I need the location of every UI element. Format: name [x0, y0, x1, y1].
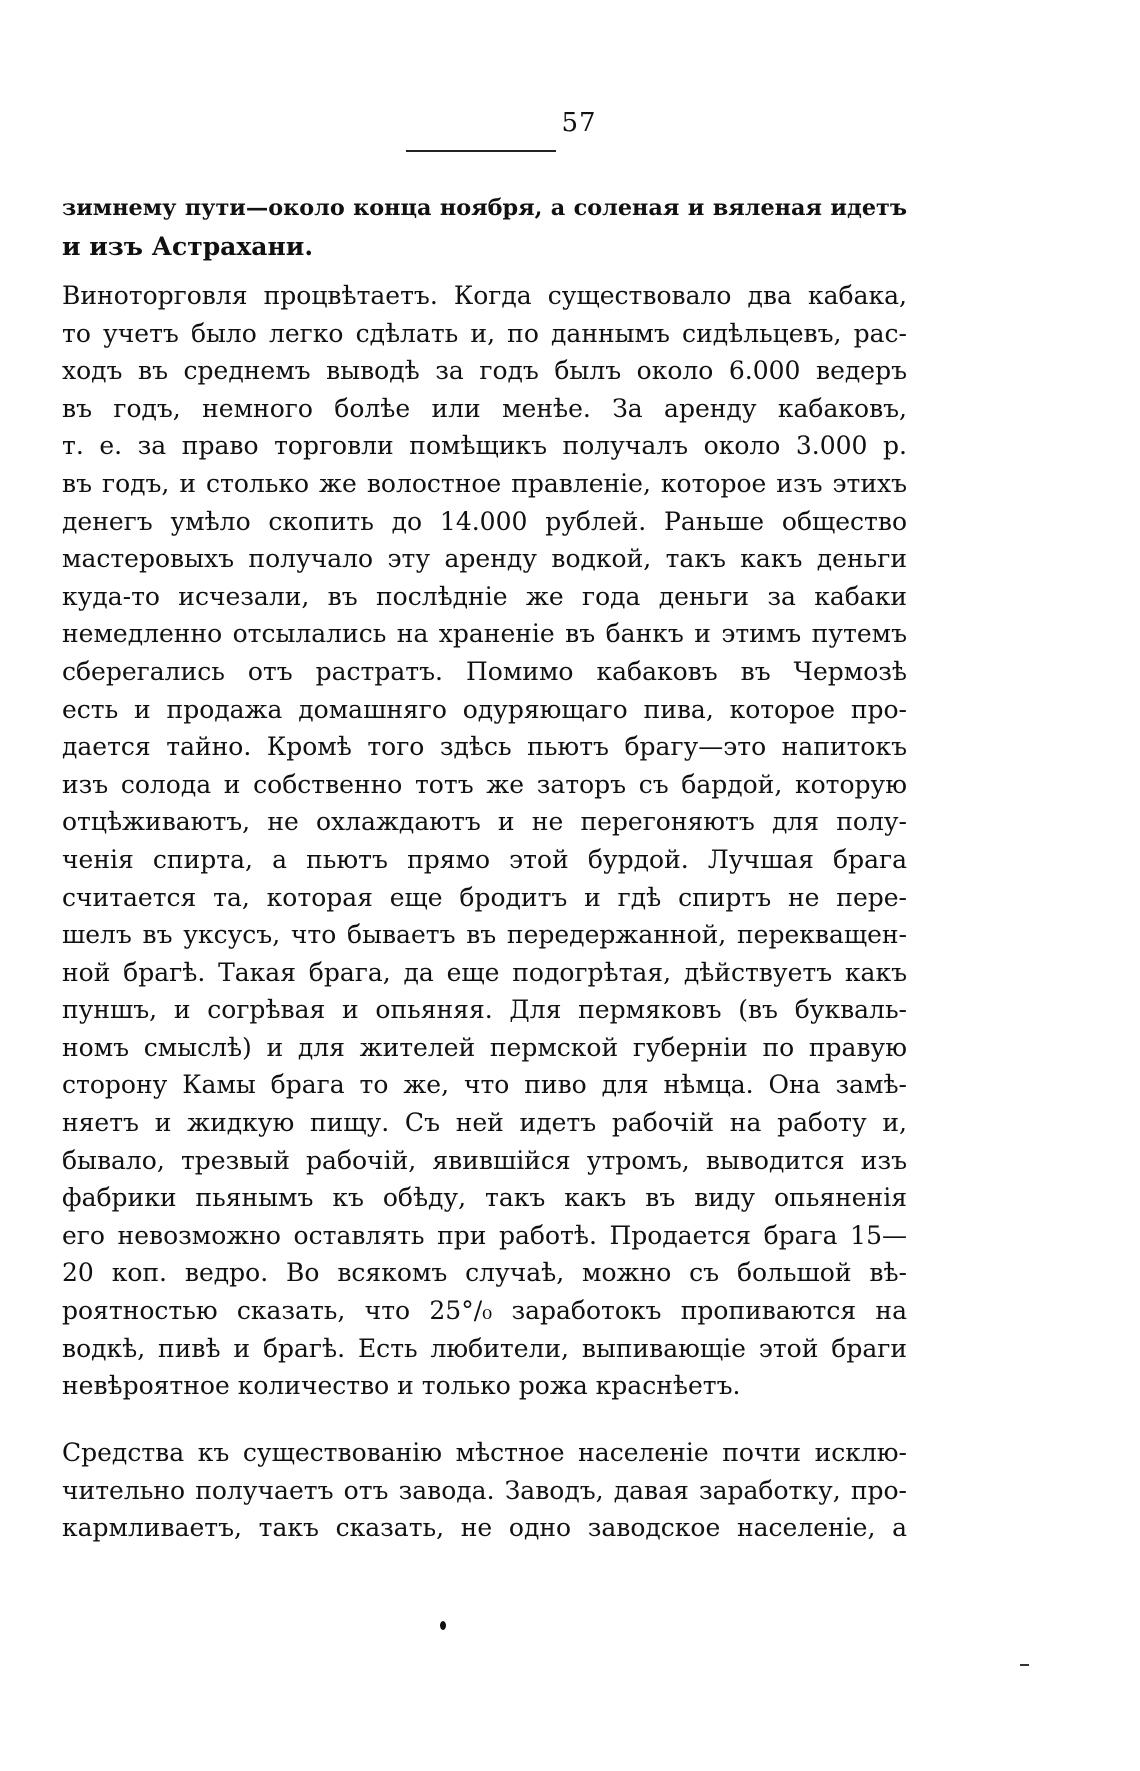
text-line: денегъ умѣло скопить до 14.000 рублей. Раньше общество — [62, 506, 907, 536]
text-line: немедленно отсылались на храненіе въ банкъ и этимъ путемъ — [62, 619, 907, 649]
text-line: 20 коп. ведро. Во всякомъ случаѣ, можно съ большой вѣ- — [62, 1258, 907, 1288]
text-line: отцѣживаютъ, не охлаждаютъ и не перегоняютъ для полу- — [62, 807, 907, 837]
text-line: номъ смыслѣ) и для жителей пермской губерніи по правую — [62, 1032, 907, 1062]
text-line: въ годъ, немного болѣе или менѣе. За аренду кабаковъ, — [62, 393, 907, 423]
text-line: есть и продажа домашняго одуряющаго пива, которое про- — [62, 694, 907, 724]
text-line: водкѣ, пивѣ и брагѣ. Есть любители, выпивающіе этой браги — [62, 1333, 907, 1363]
text-line: фабрики пьянымъ къ обѣду, такъ какъ въ виду опьяненія — [62, 1183, 907, 1213]
text-line: пуншъ, и согрѣвая и опьяняя. Для пермяковъ (въ букваль- — [62, 995, 907, 1025]
text-line: и изъ Астрахани. — [62, 231, 314, 261]
text-line: Средства къ существованію мѣстное населеніе почти исклю- — [62, 1438, 907, 1467]
text-line: Виноторговля процвѣтаетъ. Когда существовало два кабака, — [62, 281, 907, 310]
text-line: мастеровыхъ получало эту аренду водкой, такъ какъ деньги — [62, 544, 907, 574]
text-line: то учетъ было легко сдѣлать и, по даннымъ сидѣльцевъ, рас- — [62, 318, 907, 348]
margin-mark — [1020, 1664, 1029, 1666]
text-line: кармливаетъ, такъ сказать, не одно заводское населеніе, а — [62, 1513, 907, 1543]
text-line: чительно получаетъ отъ завода. Заводъ, давая заработку, про- — [62, 1475, 907, 1505]
text-line: изъ солода и собственно тотъ же заторъ съ бардой, которую — [62, 769, 907, 799]
body-paragraph-2 — [62, 1434, 907, 1547]
text-line: сторону Камы брага то же, что пиво для нѣмца. Она замѣ- — [62, 1070, 907, 1100]
text-line: невѣроятное количество и только рожа краснѣетъ. — [62, 1371, 741, 1401]
text-line: зимнему пути—около конца ноября, а соленая и вяленая идетъ — [62, 195, 907, 221]
text-line: куда-то исчезали, въ послѣдніе же года деньги за кабаки — [62, 581, 907, 611]
text-line: дается тайно. Кромѣ того здѣсь пьютъ брагу—это напитокъ — [62, 732, 907, 762]
text-line: ченія спирта, а пьютъ прямо этой бурдой. Лучшая брага — [62, 844, 907, 874]
text-line: ходъ въ среднемъ выводѣ за годъ былъ около 6.000 ведеръ — [62, 356, 907, 386]
ink-dot — [440, 1621, 446, 1630]
text-line: въ годъ, и столько же волостное правленіе, которое изъ этихъ — [62, 468, 907, 498]
header-rule — [406, 150, 556, 152]
text-line: считается та, которая еще бродитъ и гдѣ спиртъ не пере- — [62, 882, 907, 912]
body-paragraph-1 — [62, 277, 907, 1405]
text-line: роятностью сказать, что 25°/₀ заработокъ пропиваются на — [62, 1296, 907, 1326]
text-line: сберегались отъ растратъ. Помимо кабаковъ въ Чермозѣ — [62, 656, 907, 686]
intro-paragraph — [62, 190, 907, 265]
text-line: бывало, трезвый рабочій, явившійся утромъ, выводится изъ — [62, 1145, 907, 1175]
text-line: ной брагѣ. Такая брага, да еще подогрѣтая, дѣйствуетъ какъ — [62, 957, 907, 987]
page-number: 57 — [561, 108, 597, 138]
text-line: его невозможно оставлять при работѣ. Продается брага 15— — [62, 1220, 907, 1250]
text-line: няетъ и жидкую пищу. Съ ней идетъ рабочій на работу и, — [62, 1108, 907, 1138]
text-line: шелъ въ уксусъ, что бываетъ въ передержанной, перекващен- — [62, 920, 907, 950]
text-line: т. е. за право торговли помѣщикъ получалъ около 3.000 р. — [62, 431, 907, 461]
